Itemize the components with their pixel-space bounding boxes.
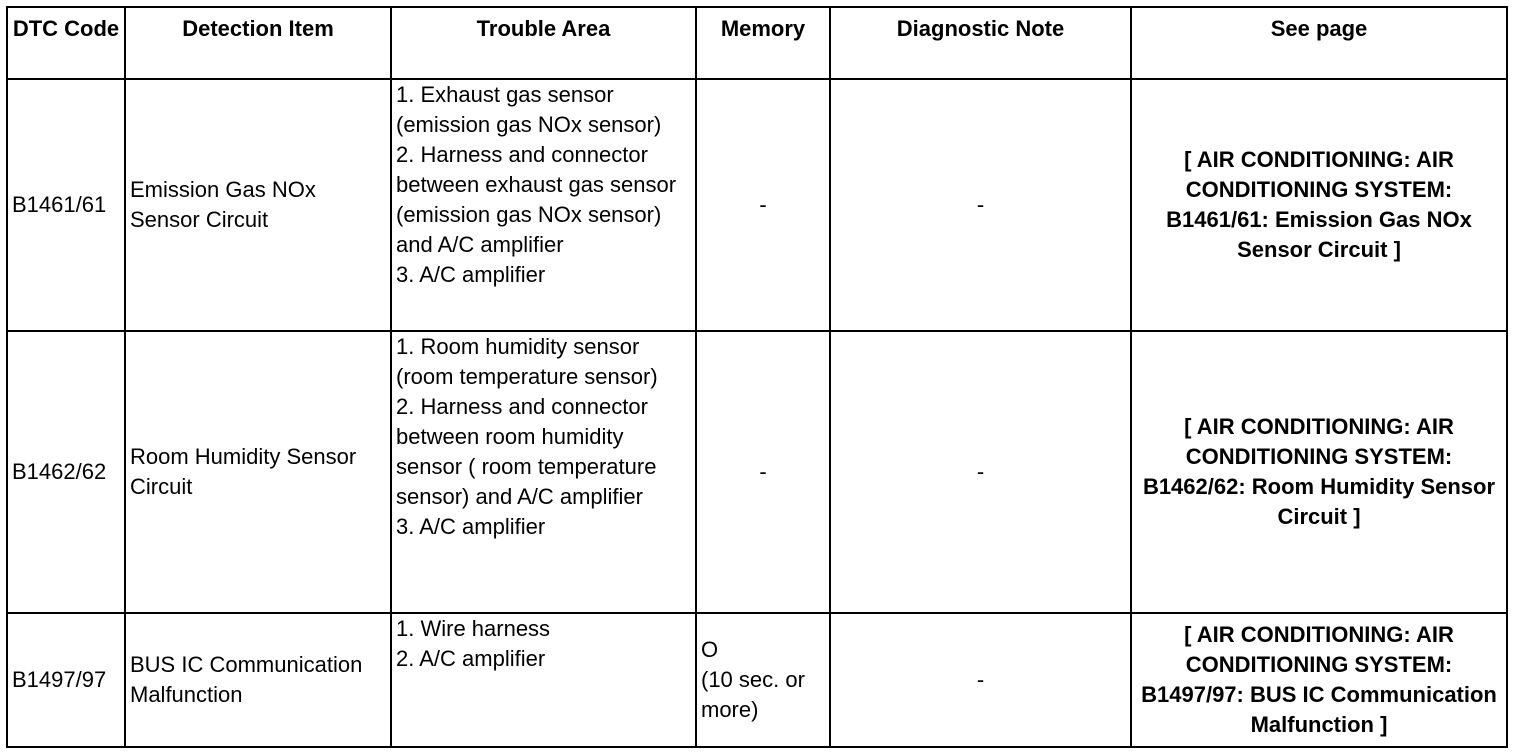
trouble-area-cell: [391, 331, 696, 613]
table-row: [7, 331, 1507, 613]
diagnostic-note-cell: -: [830, 79, 1131, 331]
detection-item-cell: Emission Gas NOx Sensor Circuit: [125, 79, 391, 331]
see-page-link[interactable]: [ AIR CONDITIONING: AIR CONDITIONING SYSTEM: B1462/62: Room Humidity Sensor Circuit ]: [1131, 331, 1507, 613]
trouble-area-line: 3. A/C amplifier: [396, 514, 546, 539]
memory-stored-mark: O: [701, 637, 719, 662]
table-row: [7, 613, 1507, 747]
trouble-area-line: 3. A/C amplifier: [396, 262, 546, 287]
diagnostic-note-cell: -: [830, 613, 1131, 747]
see-page-link[interactable]: [ AIR CONDITIONING: AIR CONDITIONING SYSTEM: B1461/61: Emission Gas NOx Sensor Circuit ]: [1131, 79, 1507, 331]
dtc-code-cell: B1462/62: [7, 331, 125, 613]
table-row: [7, 79, 1507, 331]
dtc-code-cell: B1461/61: [7, 79, 125, 331]
detection-item-cell: BUS IC Communication Malfunction: [125, 613, 391, 747]
dtc-code-cell: B1497/97: [7, 613, 125, 747]
dtc-table: [6, 6, 1508, 748]
trouble-area-line: 1. Wire harness: [396, 616, 551, 641]
header-dtc-code: DTC Code: [7, 7, 125, 79]
header-row: [7, 7, 1507, 79]
memory-condition: (10 sec. or more): [701, 667, 805, 722]
trouble-area-line: 1. Room humidity sensor (room temperature sensor): [396, 334, 658, 389]
diagnostic-note-cell: -: [830, 331, 1131, 613]
header-diagnostic-note: Diagnostic Note: [830, 7, 1131, 79]
header-see-page: See page: [1131, 7, 1507, 79]
header-trouble-area: Trouble Area: [391, 7, 696, 79]
trouble-area-line: 1. Exhaust gas sensor (emission gas NOx sensor): [396, 82, 662, 137]
see-page-link[interactable]: [ AIR CONDITIONING: AIR CONDITIONING SYSTEM: B1497/97: BUS IC Communication Malfunction ]: [1131, 613, 1507, 747]
memory-cell: -: [696, 331, 830, 613]
trouble-area-line: 2. Harness and connector between exhaust gas sensor (emission gas NOx sensor) and A/C amplifier: [396, 142, 677, 257]
trouble-area-line: 2. A/C amplifier: [396, 646, 546, 671]
header-memory: Memory: [696, 7, 830, 79]
memory-cell: -: [696, 79, 830, 331]
header-detection-item: Detection Item: [125, 7, 391, 79]
trouble-area-line: 2. Harness and connector between room humidity sensor ( room temperature sensor) and A/C amplifier: [396, 394, 657, 509]
detection-item-cell: Room Humidity Sensor Circuit: [125, 331, 391, 613]
trouble-area-cell: [391, 613, 696, 747]
memory-cell: [696, 613, 830, 747]
trouble-area-cell: [391, 79, 696, 331]
